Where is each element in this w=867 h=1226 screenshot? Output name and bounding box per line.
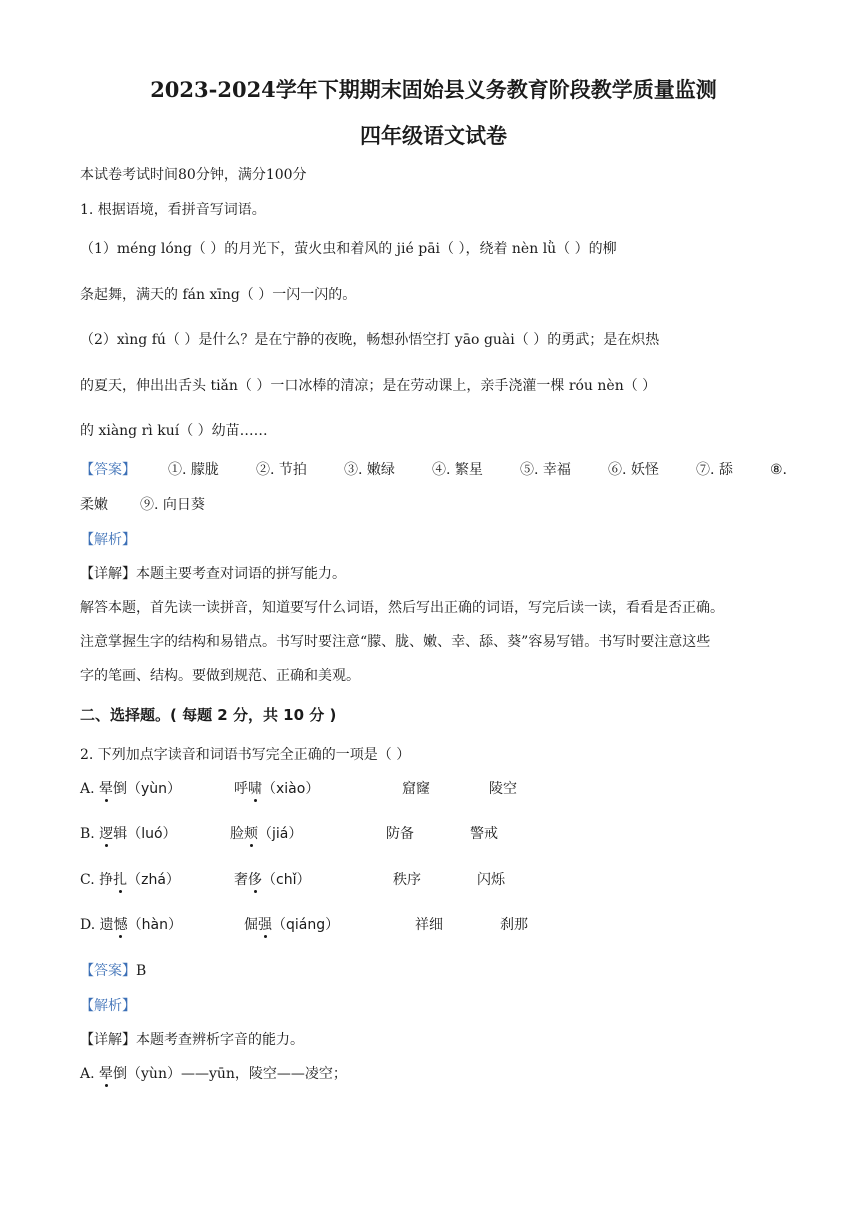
dotted-char: 强: [258, 917, 272, 933]
pinyin: （jiá）: [258, 826, 303, 842]
q1-answer-9: ⑨. 向日葵: [140, 497, 205, 513]
word-char: 倒: [113, 1066, 128, 1082]
pinyin: （qiáng）: [272, 917, 340, 933]
q1-answer-4: ④. 繁星: [432, 462, 483, 478]
pinyin: （luó）: [127, 826, 177, 842]
q2-option-b: [80, 825, 177, 843]
q2-option-d-word4: 刹那: [500, 917, 528, 933]
q2-option-b-word3: 防备: [386, 826, 414, 842]
exam-title: 2023-2024学年下期期末固始县义务教育阶段教学质量监测: [150, 77, 717, 102]
exam-subtitle: 四年级语文试卷: [360, 123, 507, 148]
word-char: 呼: [234, 781, 248, 797]
q2-detail: 【详解】本题考查辨析字音的能力。: [80, 1032, 304, 1048]
q1-answer-label: 【答案】: [80, 462, 136, 478]
option-letter: C.: [80, 872, 95, 888]
dotted-char: 颊: [244, 826, 258, 842]
word-char: 奢: [234, 872, 248, 888]
q2-option-c-word4: 闪烁: [477, 872, 505, 888]
q1-answer-5: ⑤. 幸福: [520, 462, 571, 478]
q1-explanation-line2: 注意掌握生字的结构和易错点。书写时要注意“朦、胧、嫩、幸、舔、葵”容易写错。书写时要注意这些: [80, 634, 711, 650]
q2-analysis-label: 【解析】: [80, 998, 136, 1014]
dotted-char: 侈: [248, 872, 262, 888]
q1-passage2-line3: 的 xiàng rì kuí（ ）幼苗……: [80, 423, 268, 439]
section2-heading: 二、选择题。( 每题 2 分，共 10 分 ): [80, 706, 337, 724]
word-char: 挣: [99, 872, 114, 888]
q1-answer-1: ①. 朦胧: [168, 462, 219, 478]
q2-stem: 2. 下列加点字读音和词语书写完全正确的一项是（ ）: [80, 747, 411, 763]
q2-option-a-word3: 窟窿: [402, 781, 430, 797]
q1-passage1-line2: 条起舞，满天的 fán xīng（ ）一闪一闪的。: [80, 287, 357, 303]
q2-answer: [80, 962, 146, 980]
q1-analysis-label: 【解析】: [80, 532, 136, 548]
q2-answer-label: 【答案】: [80, 963, 136, 979]
q1-answer-6: ⑥. 妖怪: [608, 462, 659, 478]
q2-option-c: [80, 871, 180, 889]
q1-detail: 【详解】本题主要考查对词语的拼写能力。: [80, 566, 346, 582]
q1-explanation-line3: 字的笔画、结构。要做到规范、正确和美观。: [80, 668, 360, 684]
q2-analysis-a: [80, 1065, 347, 1083]
q1-answer-8: ⑧.: [770, 462, 788, 478]
q1-answer-7: ⑦. 舔: [696, 462, 733, 478]
q1-stem: 1. 根据语境，看拼音写词语。: [80, 202, 266, 218]
q1-explanation-line1: 解答本题，首先读一读拼音，知道要写什么词语，然后写出正确的词语，写完后读一读，看看是否正确。: [80, 600, 724, 616]
q2-option-a-word4: 陵空: [489, 781, 517, 797]
word-char: 辑: [113, 826, 128, 842]
word-char: 倔: [244, 917, 258, 933]
q2-option-b-word2: [230, 825, 302, 843]
dotted-char: 啸: [248, 781, 262, 797]
q2-option-d: [80, 916, 182, 934]
q2-option-b-word4: 警戒: [470, 826, 498, 842]
q2-option-c-word3: 秩序: [393, 872, 421, 888]
q2-answer-value: B: [136, 963, 147, 979]
analysis-text: （yùn）——yūn，陵空——凌空；: [127, 1066, 347, 1082]
q1-passage2-line1: （2）xìng fú（ ）是什么？是在宁静的夜晚，畅想孙悟空打 yāo guài（ ）的勇武；是在炽热: [80, 332, 660, 348]
pinyin: （xiào）: [262, 781, 320, 797]
word-char: 脸: [230, 826, 244, 842]
option-letter: D.: [80, 917, 96, 933]
q2-option-d-word2: [244, 916, 339, 934]
word-char: 遗: [99, 917, 114, 933]
q1-passage1-line1: （1）méng lóng（ ）的月光下，萤火虫和着风的 jié pāi（ ），绕着 nèn lǜ（ ）的柳: [80, 241, 617, 257]
option-letter: A.: [80, 781, 95, 797]
dotted-char: 逻: [99, 826, 114, 842]
dotted-char: 晕: [99, 781, 114, 797]
q1-passage2-line2: 的夏天，伸出出舌头 tiǎn（ ）一口冰棒的清凉；是在劳动课上，亲手浇灌一棵 róu nèn（ ）: [80, 378, 657, 394]
q2-option-d-word3: 祥细: [415, 917, 443, 933]
dotted-char: 扎: [113, 872, 128, 888]
word-char: 倒: [113, 781, 128, 797]
dotted-char: 憾: [113, 917, 128, 933]
dotted-char: 晕: [99, 1066, 114, 1082]
q2-option-a: [80, 780, 181, 798]
pinyin: （hàn）: [127, 917, 182, 933]
option-letter: A.: [80, 1066, 100, 1082]
q1-answer-2: ②. 节拍: [256, 462, 307, 478]
q2-option-c-word2: [234, 871, 310, 889]
pinyin: （chǐ）: [262, 872, 311, 888]
q2-option-a-word2: [234, 780, 319, 798]
q1-answer-3: ③. 嫩绿: [344, 462, 395, 478]
q1-answer-8-word: 柔嫩: [80, 497, 108, 513]
pinyin: （yùn）: [127, 781, 182, 797]
option-letter: B.: [80, 826, 95, 842]
pinyin: （zhá）: [127, 872, 180, 888]
exam-info: 本试卷考试时间80分钟，满分100分: [80, 167, 307, 183]
